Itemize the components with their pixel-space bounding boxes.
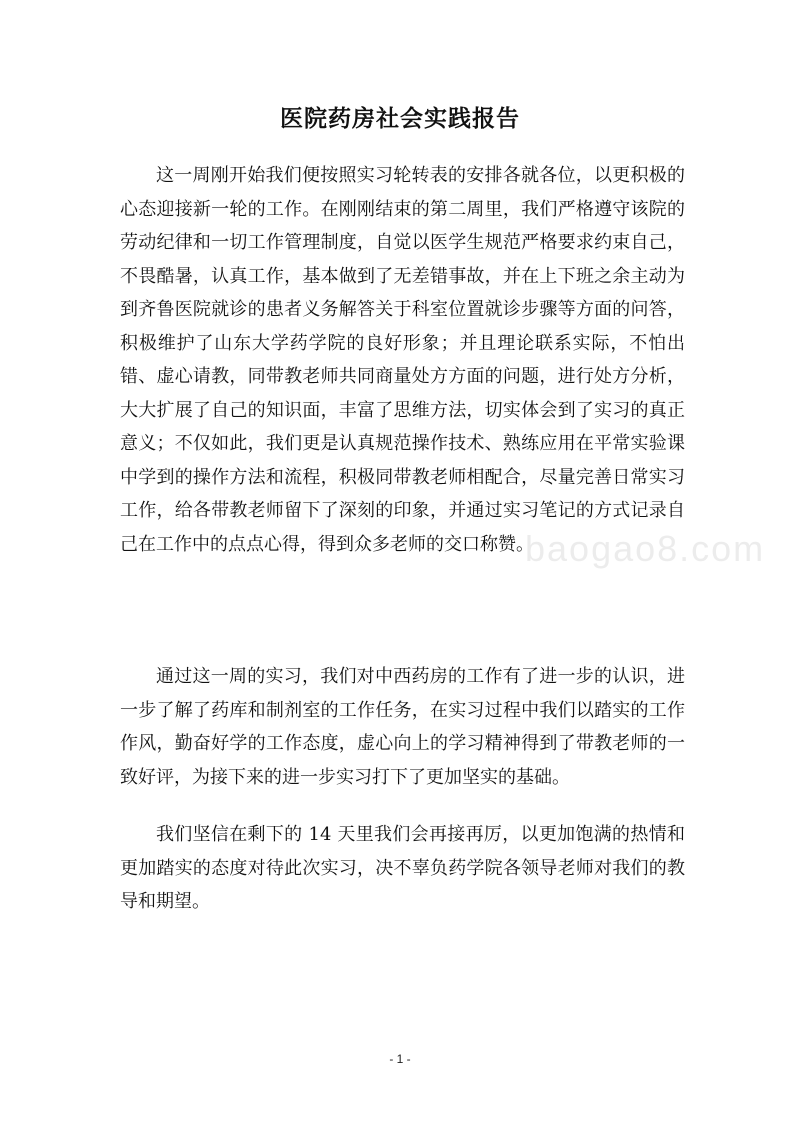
page-title: 医院药房社会实践报告 <box>280 105 520 132</box>
body-paragraph-2: 通过这一周的实习，我们对中西药房的工作有了进一步的认识，进一步了解了药库和制剂室的工作任务，在实习过程中我们以踏实的工作作风，勤奋好学的工作态度，虚心向上的学习精神得到了带教老师的一致好评，为接下来的进一步实习打下了更加坚实的基础。 <box>120 666 685 788</box>
watermark: baogao8.com <box>525 528 766 569</box>
page-number: - 1 - <box>389 1052 411 1066</box>
body-paragraph-1: 这一周刚开始我们便按照实习轮转表的安排各就各位，以更积极的心态迎接新一轮的工作。在刚刚结束的第二周里，我们严格遵守该院的劳动纪律和一切工作管理制度，自觉以医学生规范严格要求约束自己，不畏酷暑，认真工作，基本做到了无差错事故，并在上下班之余主动为到齐鲁医院就诊的患者义务解答关于科室位置就诊步骤等方面的问答，积极维护了山东大学药学院的良好形象；并且理论联系实际，不怕出错、虚心请教，同带教老师共同商量处方方面的问题，进行处方分析，大大扩展了自己的知识面，丰富了思维方法，切实体会到了实习的真正意义；不仅如此，我们更是认真规范操作技术、熟练应用在平常实验课中学到的操作方法和流程，积极同带教老师相配合，尽量完善日常实习工作，给各带教老师留下了深刻的印象，并通过实习笔记的方式记录自己在工作中的点点心得，得到众多老师的交口称赞。 <box>120 165 685 555</box>
body-paragraph-3: 我们坚信在剩下的 14 天里我们会再接再厉，以更加饱满的热情和更加踏实的态度对待此次实习，决不辜负药学院各领导老师对我们的教导和期望。 <box>120 824 685 912</box>
